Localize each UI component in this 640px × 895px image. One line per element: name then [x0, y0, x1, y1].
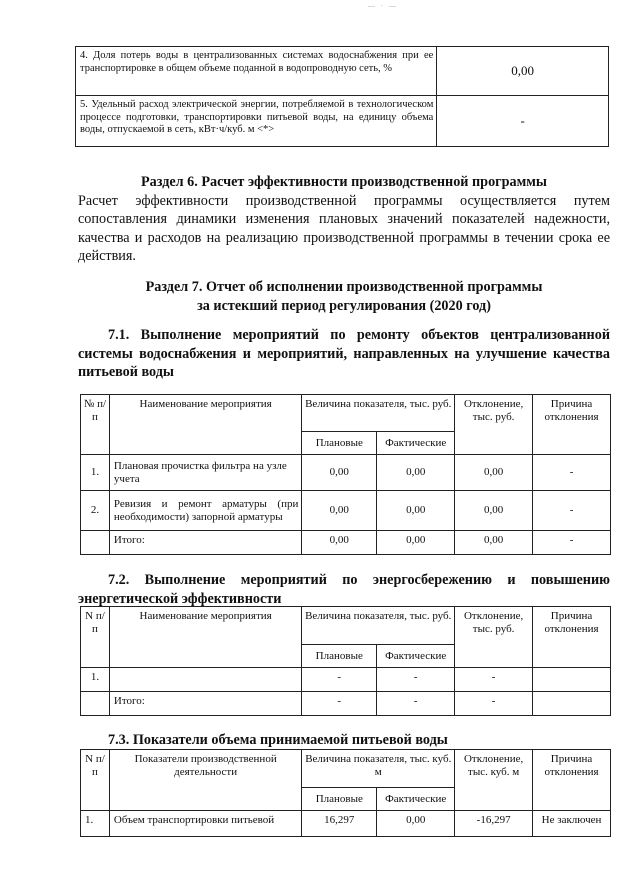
cell-actual: 0,00 — [377, 455, 455, 491]
indicator-value: 0,00 — [437, 47, 609, 96]
col-header-name: Наименование мероприятия — [109, 395, 301, 455]
table-header-row — [81, 395, 611, 432]
col-header-planned: Плановые — [302, 788, 377, 811]
cell-name: Плановая прочистка фильтра на узле учета — [109, 455, 301, 491]
cell-num: 1. — [81, 455, 110, 491]
indicator-name: 4. Доля потерь воды в централизованных системах водоснабжения при ее транспортировке в общем объеме поданной в водопроводную сеть, % — [76, 47, 437, 96]
table-7-2 — [80, 606, 611, 716]
cell-actual: 0,00 — [377, 531, 455, 555]
col-header-deviation: Отклонение, тыс. куб. м — [455, 750, 533, 811]
section-6 — [78, 173, 610, 266]
col-header-reason: Причина отклонения — [533, 750, 611, 811]
subsection-7-2-heading: 7.2. Выполнение мероприятий по энергосбережению и повышению энергетической эффективности — [78, 572, 610, 607]
table-total-row — [81, 531, 611, 555]
cell-reason — [533, 692, 611, 716]
cell-planned: 0,00 — [302, 455, 377, 491]
table-header-row — [81, 607, 611, 645]
cell-planned: - — [302, 692, 377, 716]
cell-planned: 0,00 — [302, 491, 377, 531]
col-header-planned: Плановые — [302, 645, 377, 668]
col-header-reason: Причина отклонения — [533, 395, 611, 455]
section-6-title: Раздел 6. Расчет эффективности производственной программы — [140, 174, 547, 190]
table-7-1 — [80, 394, 611, 555]
cell-num: 2. — [81, 491, 110, 531]
indicators-table — [75, 46, 609, 147]
table-row — [81, 455, 611, 491]
cell-total-label: Итого: — [109, 531, 301, 555]
col-header-planned: Плановые — [302, 432, 377, 455]
cell-total-label: Итого: — [109, 692, 301, 716]
cell-deviation: -16,297 — [455, 811, 533, 837]
cell-deviation: - — [455, 692, 533, 716]
cell-name: Объем транспортировки питьевой — [109, 811, 301, 837]
cell-actual: 0,00 — [377, 811, 455, 837]
col-header-name: Показатели производственной деятельности — [109, 750, 301, 811]
col-header-num: № п/п — [81, 395, 110, 455]
section-6-body: Расчет эффективности производственной программы осуществляется путем сопоставления динамики изменения плановых значений показателей надежности, качества и расходов на реализацию производственной программы в течении срока ее действия. — [78, 192, 610, 264]
cell-num — [81, 531, 110, 555]
table-total-row — [81, 692, 611, 716]
cell-reason: - — [533, 531, 611, 555]
col-header-actual: Фактические — [377, 645, 455, 668]
table-header-row — [81, 750, 611, 788]
cell-name — [109, 668, 301, 692]
col-header-reason: Причина отклонения — [533, 607, 611, 668]
page-header-mark: — · — — [368, 2, 398, 10]
col-header-actual: Фактические — [377, 788, 455, 811]
cell-num: 1. — [81, 811, 110, 837]
cell-planned: 0,00 — [302, 531, 377, 555]
indicator-name: 5. Удельный расход электрической энергии, потребляемой в технологическом процессе подготовки, транспортировки питьевой воды, на единицу объема воды, отпускаемой в сеть, кВт·ч/куб. м <*> — [76, 96, 437, 147]
cell-reason: Не заключен — [533, 811, 611, 837]
cell-planned: 16,297 — [302, 811, 377, 837]
section-7-title-line1: Раздел 7. Отчет об исполнении производственной программы — [145, 279, 543, 295]
table-row — [81, 811, 611, 837]
cell-name: Ревизия и ремонт арматуры (при необходимости) запорной арматуры — [109, 491, 301, 531]
cell-deviation: - — [455, 668, 533, 692]
cell-deviation: 0,00 — [455, 531, 533, 555]
col-header-deviation: Отклонение, тыс. руб. — [455, 395, 533, 455]
cell-deviation: 0,00 — [455, 491, 533, 531]
section-7-title-line2: за истекший период регулирования (2020 год) — [197, 297, 491, 314]
subsection-7-1-heading: 7.1. Выполнение мероприятий по ремонту объектов централизованной системы водоснабжения и мероприятий, направленных на улучшение качества питьевой воды — [78, 327, 610, 380]
table-row — [76, 96, 609, 147]
section-7-title — [78, 278, 610, 315]
cell-num: 1. — [81, 668, 110, 692]
col-header-name: Наименование мероприятия — [109, 607, 301, 668]
cell-num — [81, 692, 110, 716]
cell-actual: - — [377, 668, 455, 692]
table-7-3 — [80, 749, 611, 837]
cell-reason: - — [533, 455, 611, 491]
table-row — [81, 668, 611, 692]
cell-reason: - — [533, 491, 611, 531]
table-row — [76, 47, 609, 96]
col-header-value: Величина показателя, тыс. руб. — [302, 607, 455, 645]
col-header-value: Величина показателя, тыс. руб. — [302, 395, 455, 432]
col-header-num: N п/п — [81, 607, 110, 668]
cell-actual: - — [377, 692, 455, 716]
cell-actual: 0,00 — [377, 491, 455, 531]
indicator-value: - — [437, 96, 609, 147]
col-header-value: Величина показателя, тыс. куб. м — [302, 750, 455, 788]
col-header-actual: Фактические — [377, 432, 455, 455]
col-header-deviation: Отклонение, тыс. руб. — [455, 607, 533, 668]
cell-reason — [533, 668, 611, 692]
table-row — [81, 491, 611, 531]
subsection-7-3-heading: 7.3. Показатели объема принимаемой питьевой воды — [108, 732, 448, 748]
cell-planned: - — [302, 668, 377, 692]
col-header-num: N п/п — [81, 750, 110, 811]
cell-deviation: 0,00 — [455, 455, 533, 491]
